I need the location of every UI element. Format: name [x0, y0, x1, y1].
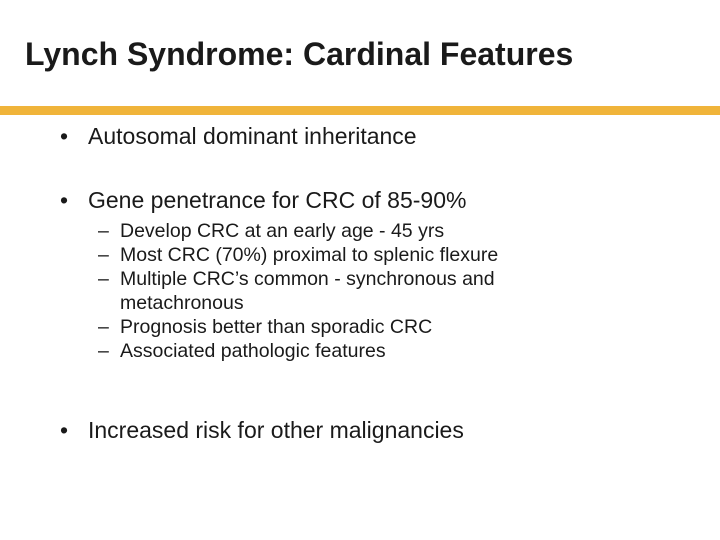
slide-title: Lynch Syndrome: Cardinal Features	[25, 36, 574, 72]
sub-bullet-item	[98, 243, 590, 267]
bullet-text: Autosomal dominant inheritance	[88, 123, 417, 149]
sub-bullet-item	[98, 339, 590, 363]
bullet-marker: •	[60, 417, 69, 443]
sub-bullet-item	[98, 219, 590, 243]
sub-bullet-text: Multiple CRC’s common - synchronous and metachronous	[120, 268, 495, 314]
bullet-text: Gene penetrance for CRC of 85-90%	[88, 187, 467, 213]
sub-bullet-marker: –	[98, 244, 109, 266]
sub-bullet-marker: –	[98, 268, 109, 290]
sub-bullet-item	[98, 315, 590, 339]
sub-bullet-text: Associated pathologic features	[120, 340, 386, 362]
sub-bullet-list	[98, 219, 590, 363]
sub-bullet-marker: –	[98, 340, 109, 362]
title-divider	[0, 106, 720, 115]
sub-bullet-marker: –	[98, 316, 109, 338]
bullet-item	[60, 416, 464, 444]
sub-bullet-marker: –	[98, 220, 109, 242]
bullet-item	[60, 186, 466, 214]
bullet-marker: •	[60, 123, 69, 149]
sub-bullet-item	[98, 267, 590, 315]
bullet-marker: •	[60, 187, 69, 213]
bullet-text: Increased risk for other malignancies	[88, 417, 464, 443]
sub-bullet-text: Develop CRC at an early age - 45 yrs	[120, 220, 445, 242]
bullet-item	[60, 122, 417, 150]
sub-bullet-text: Most CRC (70%) proximal to splenic flexure	[120, 244, 499, 266]
sub-bullet-text: Prognosis better than sporadic CRC	[120, 316, 433, 338]
